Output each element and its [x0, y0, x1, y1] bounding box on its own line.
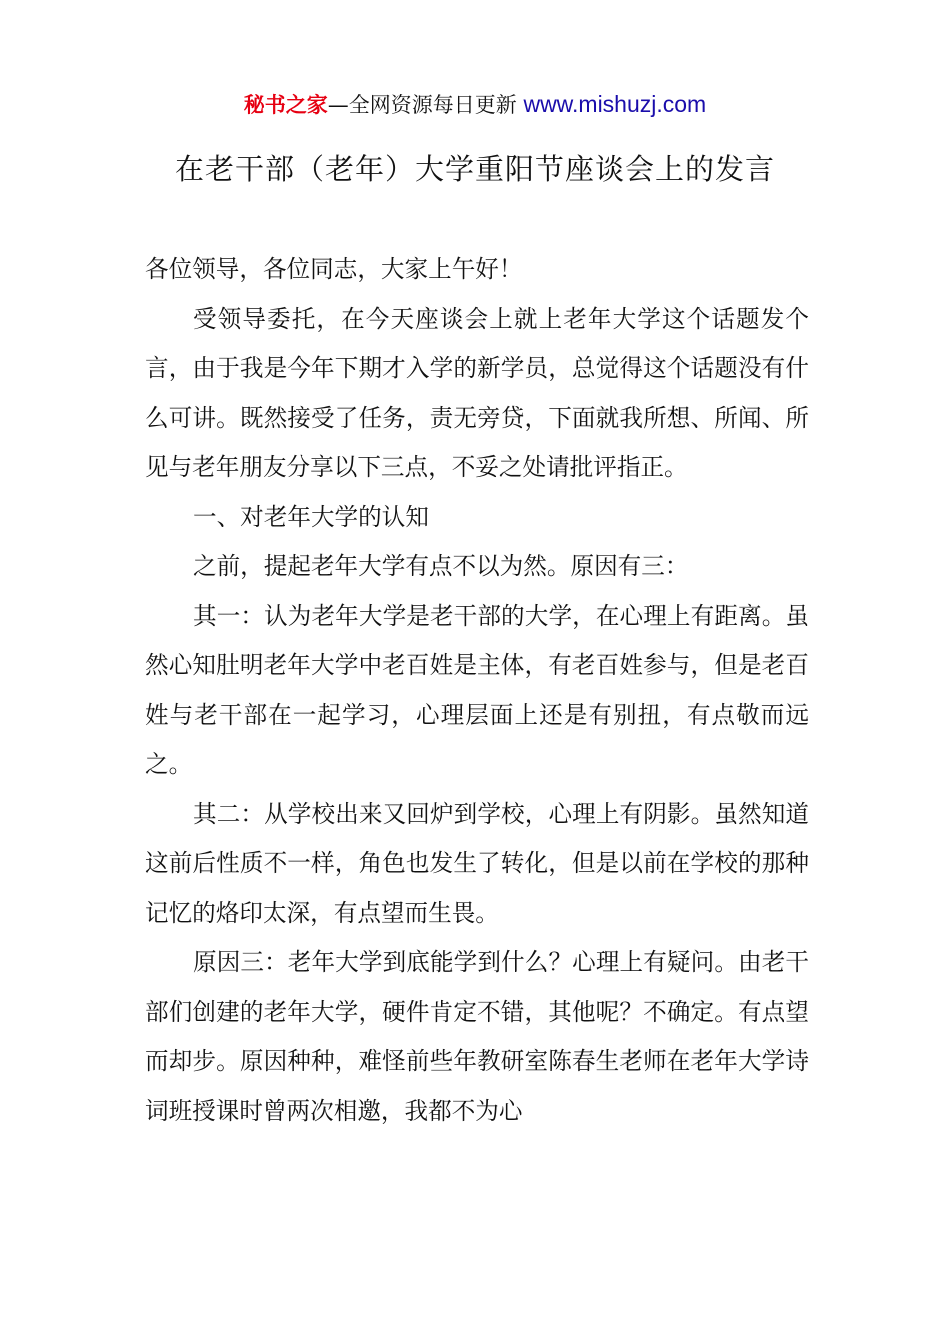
- document-title: 在老干部（老年）大学重阳节座谈会上的发言: [174, 152, 775, 186]
- document-body: [145, 245, 809, 1136]
- greeting-paragraph: 各位领导，各位同志，大家上午好！: [145, 255, 523, 283]
- site-header: [0, 88, 950, 121]
- body-paragraph: 之前，提起老年大学有点不以为然。原因有三：: [193, 552, 689, 580]
- body-paragraph: 受领导委托，在今天座谈会上就上老年大学这个话题发个言，由于我是今年下期才入学的新学员，总觉得这个话题没有什么可讲。既然接受了任务，责无旁贷，下面就我所想、所闻、所见与老年朋友分享以下三点，不妥之处请批评指正。: [145, 304, 809, 481]
- brand-name: 秘书之家: [243, 93, 328, 117]
- body-paragraph: 其二：从学校出来又回炉到学校，心理上有阴影。虽然知道这前后性质不一样，角色也发生了转化，但是以前在学校的那种记忆的烙印太深，有点望而生畏。: [145, 799, 809, 927]
- section-heading: 一、对老年大学的认知: [193, 502, 429, 531]
- site-tagline: —全网资源每日更新: [327, 93, 524, 117]
- site-url-link[interactable]: www.mishuzj.com: [523, 91, 707, 117]
- body-paragraph: 其一：认为老年大学是老干部的大学，在心理上有距离。虽然心知肚明老年大学中老百姓是主体，有老百姓参与，但是老百姓与老干部在一起学习，心理层面上还是有别扭，有点敬而远之。: [145, 601, 809, 778]
- body-paragraph: 原因三：老年大学到底能学到什么？心理上有疑问。由老干部们创建的老年大学，硬件肯定不错，其他呢？不确定。有点望而却步。原因种种，难怪前些年教研室陈春生老师在老年大学诗词班授课时曾两次相邀，我都不为心: [145, 948, 809, 1125]
